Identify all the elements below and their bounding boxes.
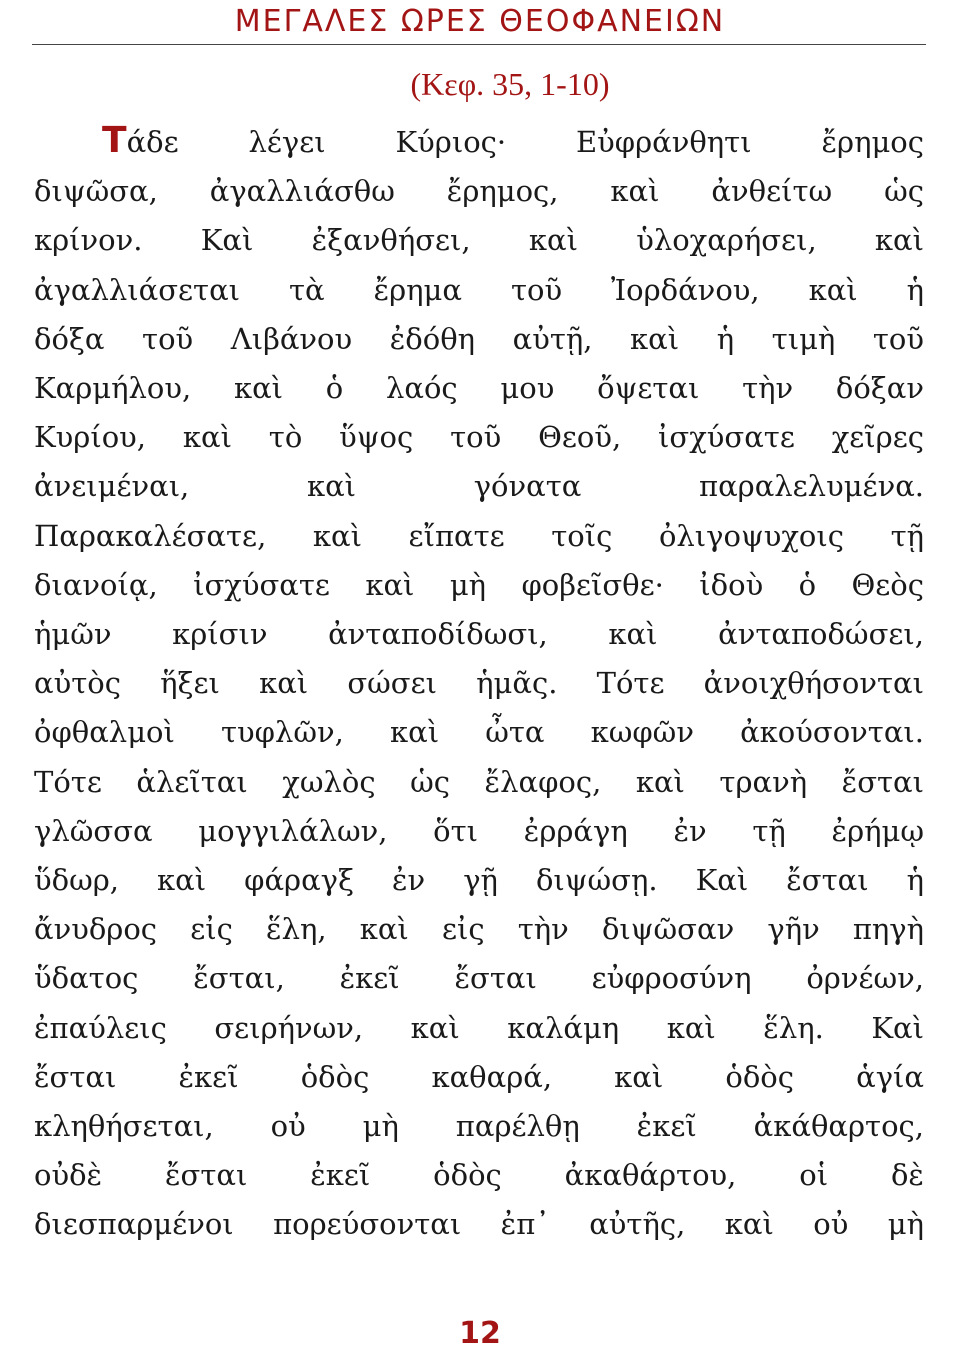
text-line: ὀφθαλμοὶ τυφλῶν, καὶ ὦτα κωφῶν ἀκούσονται. (34, 715, 924, 750)
initial-letter: Τ (102, 120, 127, 161)
text-line: ἔσται ἐκεῖ ὁδὸς καθαρά, καὶ ὁδὸς ἁγία (34, 1059, 924, 1094)
header-divider (32, 44, 926, 45)
text-line: γλῶσσα μογγιλάλων, ὅτι ἐρράγη ἐν τῇ ἐρήμῳ (34, 813, 924, 848)
text-line: ὕδωρ, καὶ φάραγξ ἐν γῇ διψώσῃ. Καὶ ἔσται ἡ (34, 863, 924, 898)
page-number: 12 (459, 1316, 501, 1351)
text-line: ἡμῶν κρίσιν ἀνταποδίδωσι, καὶ ἀνταποδώσει, (34, 617, 924, 652)
text-line: Κυρίου, καὶ τὸ ὕψος τοῦ Θεοῦ, ἰσχύσατε χεῖρες (34, 420, 924, 455)
text-line: δόξα τοῦ Λιβάνου ἐδόθη αὐτῇ, καὶ ἡ τιμὴ τοῦ (34, 321, 924, 356)
text-line: κρίνον. Καὶ ἐξανθήσει, καὶ ὑλοχαρήσει, καὶ (34, 223, 924, 258)
text-line: ὕδατος ἔσται, ἐκεῖ ἔσται εὐφροσύνη ὀρνέων, (34, 961, 924, 996)
scripture-text (34, 116, 924, 1250)
chapter-reference: (Κεφ. 35, 1-10) (410, 66, 610, 102)
text-line: οὐδὲ ἔσται ἐκεῖ ὁδὸς ἀκαθάρτου, οἱ δὲ (34, 1158, 924, 1193)
text-line: κληθήσεται, οὐ μὴ παρέλθῃ ἐκεῖ ἀκάθαρτος, (34, 1109, 924, 1144)
running-header-title: ΜΕΓΑΛΕΣ ΩΡΕΣ ΘΕΟΦΑΝΕΙΩΝ (234, 4, 726, 39)
text-line: Τότε ἁλεῖται χωλὸς ὡς ἔλαφος, καὶ τρανὴ ἔσται (34, 764, 924, 799)
text-line: αὐτὸς ἥξει καὶ σώσει ἡμᾶς. Τότε ἀνοιχθήσονται (34, 666, 924, 701)
text-line: ἐπαύλεις σειρήνων, καὶ καλάμη καὶ ἕλη. Καὶ (34, 1010, 924, 1045)
text-line: ἄνυδρος εἰς ἕλη, καὶ εἰς τὴν διψῶσαν γῆν πηγὴ (34, 912, 924, 947)
text-line: διψῶσα, ἀγαλλιάσθω ἔρημος, καὶ ἀνθείτω ὡς (34, 174, 924, 209)
text-line: Καρμήλου, καὶ ὁ λαός μου ὄψεται τὴν δόξαν (34, 371, 924, 406)
text-line: ἀγαλλιάσεται τὰ ἔρημα τοῦ Ἰορδάνου, καὶ ἡ (34, 272, 924, 307)
text-line: Παρακαλέσατε, καὶ εἴπατε τοῖς ὀλιγοψυχοις τῇ (34, 518, 924, 553)
text-line: διανοίᾳ, ἰσχύσατε καὶ μὴ φοβεῖσθε· ἰδοὺ ὁ Θεὸς (34, 567, 924, 602)
text-line: ἀνειμέναι, καὶ γόνατα παραλελυμένα. (34, 469, 924, 504)
text-line (34, 116, 924, 167)
text-line: διεσπαρμένοι πορεύσονται ἐπ᾽ αὐτῆς, καὶ οὐ μὴ (34, 1207, 924, 1242)
line-text: άδε λέγει Κύριος· Εὐφράνθητι ἔρημος (126, 125, 924, 159)
